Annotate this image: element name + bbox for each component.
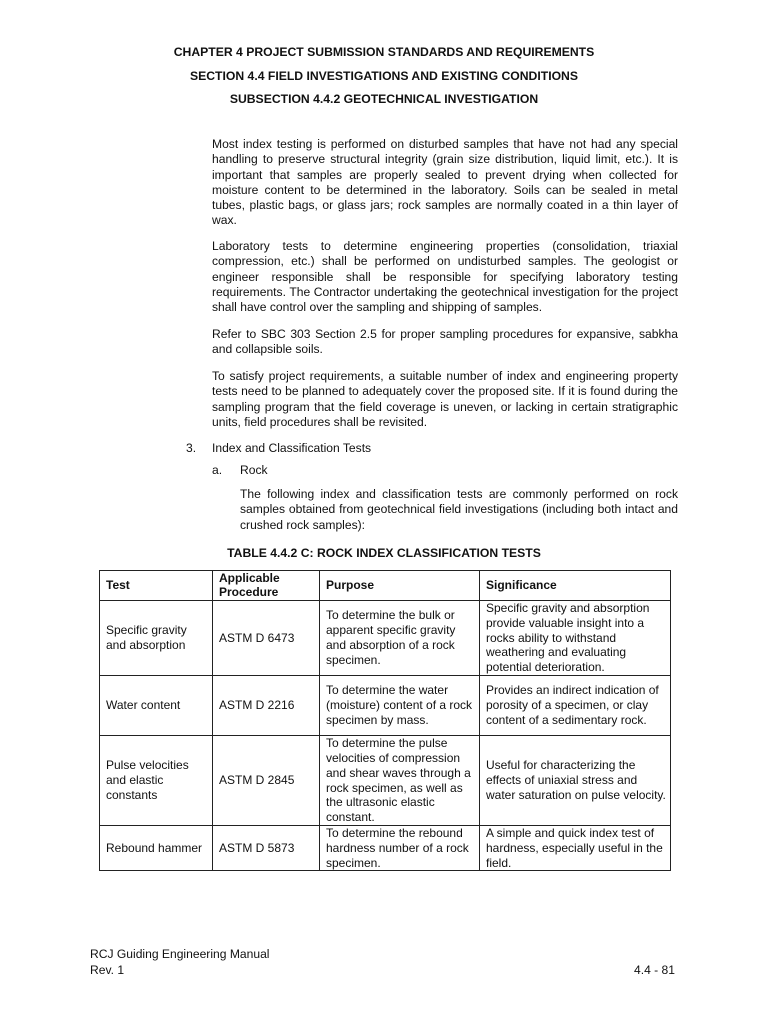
header-test: Test [100,571,213,601]
cell-significance: A simple and quick index test of hardness, especially useful in the field. [480,826,671,871]
header-procedure: Applicable Procedure [213,571,320,601]
paragraph-index-testing: Most index testing is performed on disturbed samples that have not had any special handling to preserve structural integrity (grain size distribution, liquid limit, etc.). It is important that samples are properly sealed to prevent drying when collected for moisture content to be determined in the laboratory. Soils can be sealed in metal tubes, plastic bags, or glass jars; rock samples are normally coated in a thin layer of wax. [212,137,678,228]
cell-significance: Provides an indirect indication of porosity of a specimen, or clay content of a sedimentary rock. [480,676,671,736]
cell-procedure: ASTM D 6473 [213,601,320,676]
rock-intro-paragraph: The following index and classification tests are commonly performed on rock samples obtained from geotechnical field investigations (including both intact and crushed rock samples): [240,487,678,532]
table-row [100,826,671,871]
cell-test: Specific gravity and absorption [100,601,213,676]
cell-significance: Useful for characterizing the effects of uniaxial stress and water saturation on pulse velocity. [480,736,671,826]
table-row [100,736,671,826]
section-heading: SECTION 4.4 FIELD INVESTIGATIONS AND EXISTING CONDITIONS [189,69,578,83]
cell-purpose: To determine the rebound hardness number of a rock specimen. [320,826,480,871]
cell-purpose: To determine the pulse velocities of compression and shear waves through a rock specimen, as well as the ultrasonic elastic constant. [320,736,480,826]
cell-procedure: ASTM D 2216 [213,676,320,736]
cell-test: Rebound hammer [100,826,213,871]
rock-tests-table [99,570,671,871]
cell-significance: Specific gravity and absorption provide valuable insight into a rocks ability to withstand weathering and evaluating potential deterioration. [480,601,671,676]
header-purpose: Purpose [320,571,480,601]
item-title: Index and Classification Tests [212,441,372,455]
cell-procedure: ASTM D 5873 [213,826,320,871]
cell-test: Pulse velocities and elastic constants [100,736,213,826]
paragraph-project-requirements: To satisfy project requirements, a suitable number of index and engineering property tests need to be planned to adequately cover the proposed site. If it is found during the sampling program that the field coverage is uneven, or lacking in certain stratigraphic units, field procedures shall be revisited. [212,369,678,429]
cell-procedure: ASTM D 2845 [213,736,320,826]
chapter-heading: CHAPTER 4 PROJECT SUBMISSION STANDARDS AND REQUIREMENTS [173,45,595,59]
subitem-title: Rock [240,463,268,477]
subsection-heading: SUBSECTION 4.4.2 GEOTECHNICAL INVESTIGATION [229,92,539,106]
subitem-letter: a. [212,463,223,477]
item-number: 3. [186,441,197,455]
cell-test: Water content [100,676,213,736]
cell-purpose: To determine the bulk or apparent specific gravity and absorption of a rock specimen. [320,601,480,676]
table-header-row [100,571,671,601]
paragraph-sbc-reference: Refer to SBC 303 Section 2.5 for proper sampling procedures for expansive, sabkha and collapsible soils. [212,327,678,357]
paragraph-laboratory-tests: Laboratory tests to determine engineering properties (consolidation, triaxial compression, etc.) shall be performed on undisturbed samples. The geologist or engineer responsible shall be responsible for specifying laboratory testing requirements. The Contractor undertaking the geotechnical investigation for the project shall have control over the sampling and shipping of samples. [212,239,678,315]
footer-page-number: 4.4 - 81 [634,963,676,977]
table-row [100,676,671,736]
footer-manual-title: RCJ Guiding Engineering Manual [90,947,270,961]
header-significance: Significance [480,571,671,601]
table-row [100,601,671,676]
cell-purpose: To determine the water (moisture) content of a rock specimen by mass. [320,676,480,736]
footer-revision: Rev. 1 [90,963,125,977]
table-caption: TABLE 4.4.2 C: ROCK INDEX CLASSIFICATION TESTS [227,546,541,560]
